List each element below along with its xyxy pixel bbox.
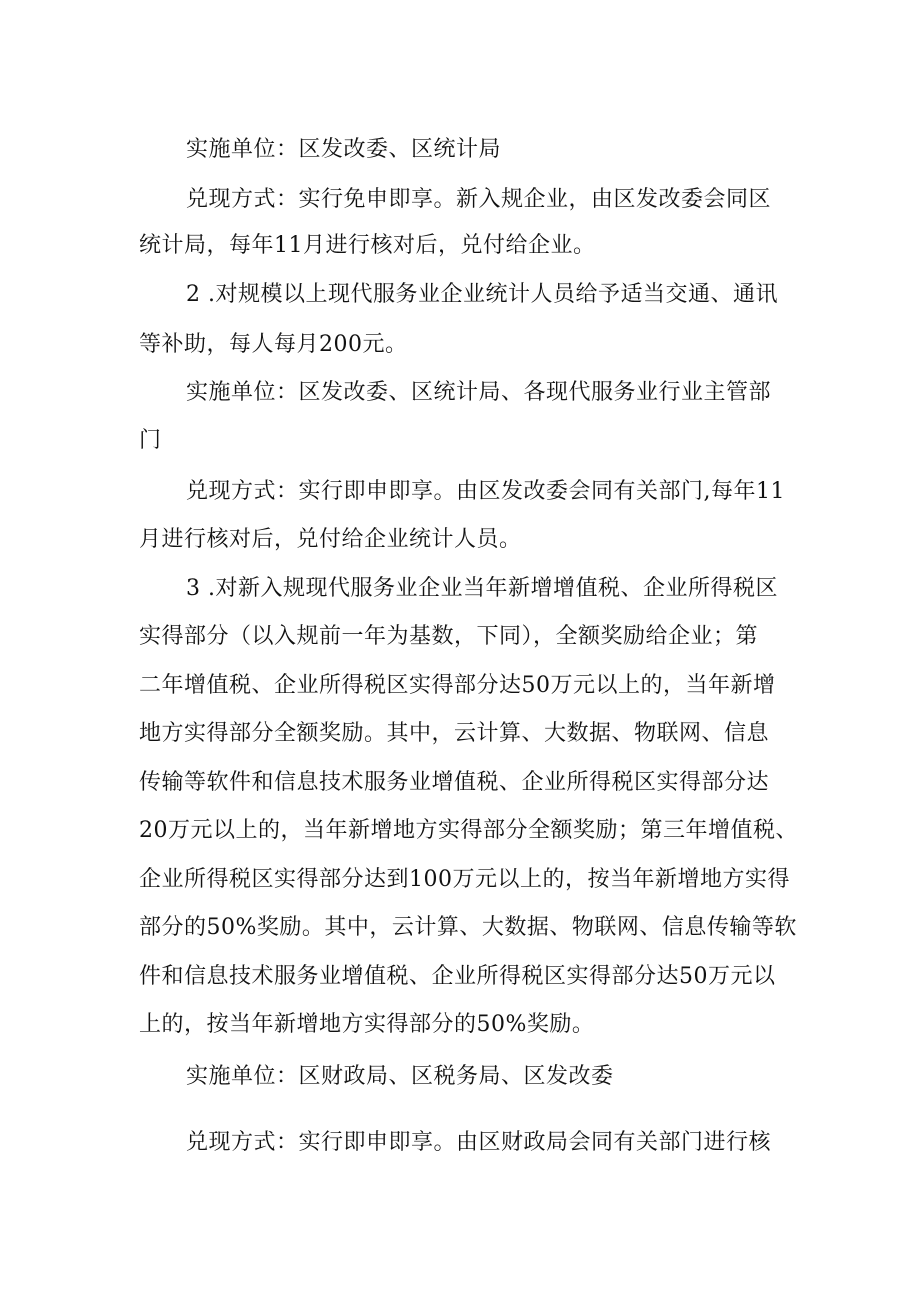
paragraph-line: 部分的50%奖励。其中，云计算、大数据、物联网、信息传输等软 (139, 915, 797, 940)
paragraph-line: 实施单位：区发改委、区统计局 (186, 137, 502, 162)
paragraph-line: 等补助，每人每月200元。 (139, 332, 408, 357)
paragraph-line: 件和信息技术服务业增值税、企业所得税区实得部分达50万元以 (139, 964, 776, 989)
paragraph-line: 企业所得税区实得部分达到100万元以上的，按当年新增地方实得 (139, 867, 790, 892)
paragraph-line: 月进行核对后，兑付给企业统计人员。 (139, 527, 522, 552)
paragraph-line: 门 (139, 428, 162, 453)
paragraph-line: 实得部分（以入规前一年为基数，下同），全额奖励给企业；第 (139, 624, 759, 649)
paragraph-line: 3 .对新入规现代服务业企业当年新增增值税、企业所得税区 (186, 576, 778, 601)
paragraph-line: 兑现方式：实行即申即享。由区财政局会同有关部门进行核 (186, 1130, 772, 1155)
paragraph-line: 兑现方式：实行免申即享。新入规企业，由区发改委会同区 (186, 187, 772, 212)
paragraph-line: 实施单位：区发改委、区统计局、各现代服务业行业主管部 (186, 380, 772, 405)
paragraph-line: 上的，按当年新增地方实得部分的50%奖励。 (139, 1012, 595, 1037)
paragraph-line: 兑现方式：实行即申即享。由区发改委会同有关部门,每年11 (186, 479, 785, 504)
paragraph-line: 传输等软件和信息技术服务业增值税、企业所得税区实得部分达 (139, 770, 770, 795)
paragraph-line: 20万元以上的，当年新增地方实得部分全额奖励；第三年增值税、 (139, 818, 798, 843)
paragraph-line: 2 .对规模以上现代服务业企业统计人员给予适当交通、通讯 (186, 282, 778, 307)
paragraph-line: 统计局，每年11月进行核对后，兑付给企业。 (139, 233, 596, 258)
paragraph-line: 二年增值税、企业所得税区实得部分达50万元以上的，当年新增 (139, 673, 776, 698)
paragraph-line: 实施单位：区财政局、区税务局、区发改委 (186, 1064, 614, 1089)
paragraph-line: 地方实得部分全额奖励。其中，云计算、大数据、物联网、信息 (139, 721, 770, 746)
